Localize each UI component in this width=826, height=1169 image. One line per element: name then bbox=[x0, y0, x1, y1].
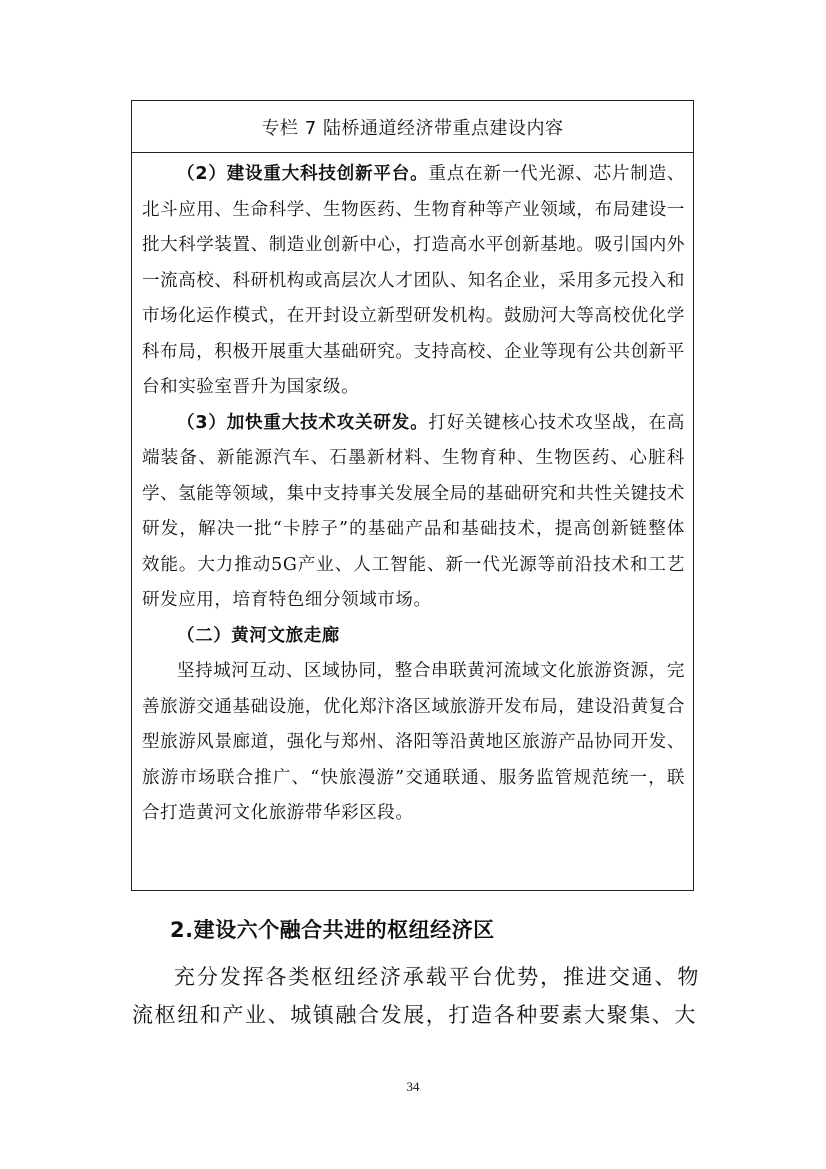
box-title: 专栏 7 陆桥通道经济带重点建设内容 bbox=[132, 101, 693, 153]
box-paragraph-tech-research bbox=[142, 406, 685, 619]
feature-box bbox=[131, 100, 694, 891]
section-heading: 2.建设六个融合共进的枢纽经济区 bbox=[170, 918, 495, 942]
paragraph-text: 重点在新一代光源、芯片制造、北斗应用、生命科学、生物医药、生物育种等产业领域，布局建设一批大科学装置、制造业创新中心，打造高水平创新基地。吸引国内外一流高校、科研机构或高层次人才团队、知名企业，采用多元投入和市场化运作模式，在开封设立新型研发机构。鼓励河大等高校优化学科布局，积极开展重大基础研究。支持高校、企业等现有公共创新平台和实验室晋升为国家级。 bbox=[142, 164, 686, 397]
paragraph-text: 打好关键核心技术攻坚战，在高端装备、新能源汽车、石墨新材料、生物育种、生物医药、心脏科学、氢能等领域，集中支持事关发展全局的基础研究和共性关键技术研发，解决一批“卡脖子”的基础产品和基础技术，提高创新链整体效能。大力推动5G产业、人工智能、新一代光源等前沿技术和工艺研发应用，培育特色细分领域市场。 bbox=[142, 412, 686, 610]
paragraph-lead: （3）加快重大技术攻关研发。 bbox=[177, 412, 429, 433]
box-subheading: （二）黄河文旅走廊 bbox=[177, 625, 340, 646]
box-paragraph-culture-tourism: 坚持城河互动、区域协同，整合串联黄河流域文化旅游资源，完善旅游交通基础设施，优化郑汴洛区域旅游开发布局，建设沿黄复合型旅游风景廊道，强化与郑州、洛阳等沿黄地区旅游产品协同开发、旅游市场联合推广、“快旅漫游”交通联通、服务监管规范统一，联合打造黄河文化旅游带华彩区段。 bbox=[142, 661, 685, 823]
box-body bbox=[132, 153, 693, 832]
page-number: 34 bbox=[406, 1079, 420, 1094]
box-paragraph-innovation-platform bbox=[142, 157, 685, 406]
paragraph-lead: （2）建设重大科技创新平台。 bbox=[177, 164, 429, 184]
section-paragraph: 充分发挥各类枢纽经济承载平台优势，推进交通、物流枢纽和产业、城镇融合发展，打造各种要素大聚集、大 bbox=[132, 965, 700, 1027]
